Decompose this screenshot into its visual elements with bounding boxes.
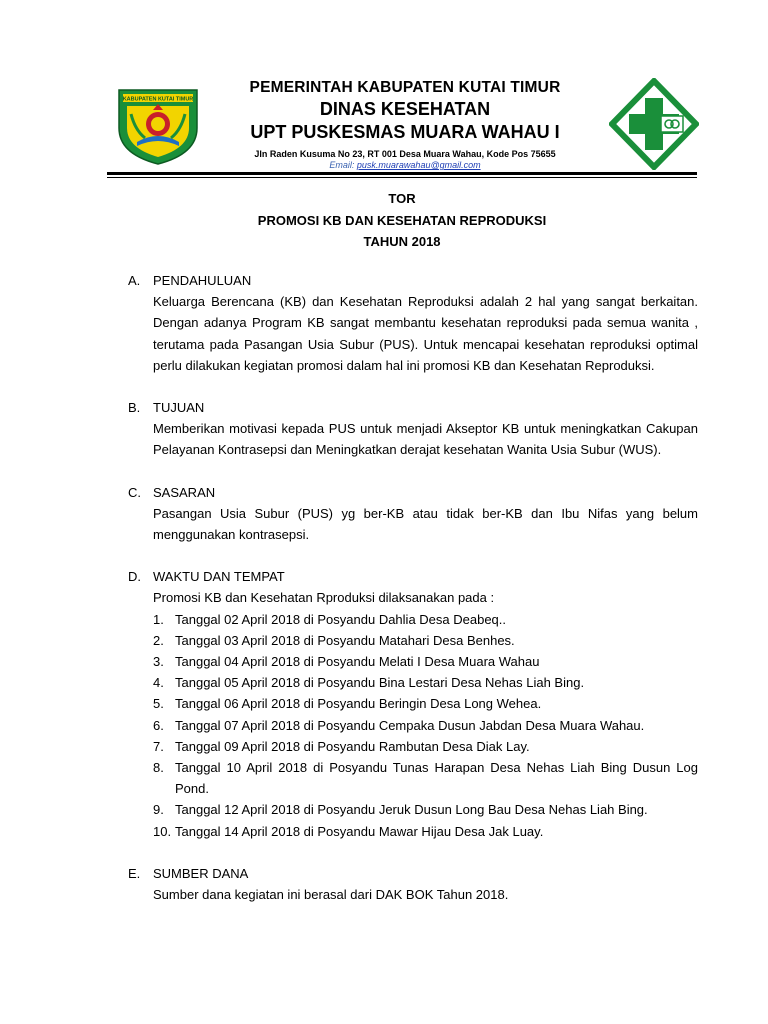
section-heading: [128, 863, 698, 884]
list-item: [153, 609, 698, 630]
section-heading: [128, 482, 698, 503]
email-label: Email:: [329, 160, 355, 170]
list-item: [153, 821, 698, 842]
list-item: [153, 757, 698, 799]
section-text: Sumber dana kegiatan ini berasal dari DAK BOK Tahun 2018.: [153, 887, 509, 903]
title-tor: TOR: [388, 191, 416, 206]
document-body: [128, 270, 698, 926]
list-item: [153, 736, 698, 757]
list-number: 8.: [153, 760, 164, 776]
title-subject: PROMOSI KB DAN KESEHATAN REPRODUKSI: [257, 212, 547, 228]
list-number: 7.: [153, 738, 164, 754]
list-item: [153, 799, 698, 820]
list-number: 1.: [153, 611, 164, 627]
section-heading: [128, 566, 698, 587]
section-letter: D.: [128, 569, 141, 585]
list-item: [153, 630, 698, 651]
list-item: [153, 651, 698, 672]
section-text: Pasangan Usia Subur (PUS) yg ber-KB atau tidak ber-KB dan Ibu Nifas yang belum menggunakan kontrasepsi.: [153, 505, 698, 543]
section-title: SUMBER DANA: [153, 865, 249, 881]
list-number: 3.: [153, 654, 164, 670]
list-text: Tanggal 12 April 2018 di Posyandu Jeruk Dusun Long Bau Desa Nehas Liah Bing.: [175, 802, 648, 818]
list-text: Tanggal 14 April 2018 di Posyandu Mawar Hijau Desa Jak Luay.: [175, 823, 544, 839]
list-text: Tanggal 02 April 2018 di Posyandu Dahlia Desa Deabeq..: [175, 611, 507, 627]
section-letter: B.: [128, 400, 141, 416]
government-name: PEMERINTAH KABUPATEN KUTAI TIMUR: [249, 79, 561, 96]
list-text: Tanggal 06 April 2018 di Posyandu Beringin Desa Long Wehea.: [175, 696, 542, 712]
section-tujuan: [128, 397, 698, 461]
list-text: Tanggal 05 April 2018 di Posyandu Bina Lestari Desa Nehas Liah Bing.: [175, 675, 585, 691]
section-content: [153, 587, 698, 841]
address: Jln Raden Kusuma No 23, RT 001 Desa Muara Wahau, Kode Pos 75655: [254, 149, 556, 159]
section-title: PENDAHULUAN: [153, 273, 252, 288]
section-letter: A.: [128, 273, 141, 288]
email-link[interactable]: pusk.muarawahau@gmail.com: [356, 160, 481, 170]
list-number: 9.: [153, 802, 164, 818]
section-pendahuluan: [128, 270, 698, 376]
section-heading: [128, 397, 698, 418]
list-number: 6.: [153, 717, 164, 733]
list-item: [153, 715, 698, 736]
kutai-timur-emblem-icon: [115, 84, 201, 166]
list-text: Tanggal 03 April 2018 di Posyandu Matahari Desa Benhes.: [175, 632, 515, 648]
department-name: DINAS KESEHATAN: [319, 99, 491, 119]
section-heading: [128, 270, 698, 291]
section-title: WAKTU DAN TEMPAT: [153, 569, 285, 585]
section-sasaran: [128, 482, 698, 546]
section-intro: Promosi KB dan Kesehatan Rproduksi dilaksanakan pada :: [153, 590, 495, 606]
section-title: TUJUAN: [153, 400, 205, 416]
section-text: Keluarga Berencana (KB) dan Kesehatan Reproduksi adalah 2 hal yang sangat berkaitan. Dengan adanya Program KB sangat membantu kesehatan reproduksi pada semua wanita , terutama pada Pasangan Usia Subur (PUS). Untuk mencapai kesehatan reproduksi optimal perlu dilakukan kegiatan promosi dalam hal ini promosi KB dan Kesehatan Reproduksi.: [153, 294, 698, 373]
emblem-banner-text: KABUPATEN KUTAI TIMUR: [122, 96, 194, 103]
email-line: [218, 160, 592, 171]
list-text: Tanggal 07 April 2018 di Posyandu Cempaka Dusun Jabdan Desa Muara Wahau.: [175, 717, 645, 733]
section-waktu-tempat: [128, 566, 698, 842]
header-divider-thick: [107, 172, 697, 175]
schedule-list: [153, 609, 698, 842]
list-item: [153, 693, 698, 714]
header-divider-thin: [107, 177, 697, 178]
section-letter: C.: [128, 484, 141, 500]
section-text: Memberikan motivasi kepada PUS untuk menjadi Akseptor KB untuk meningkatkan Cakupan Pelayanan Kontrasepsi dan Meningkatkan derajat kesehatan Wanita Usia Subur (WUS).: [153, 421, 698, 458]
list-number: 2.: [153, 632, 164, 648]
section-sumber-dana: [128, 863, 698, 905]
list-text: Tanggal 10 April 2018 di Posyandu Tunas Harapan Desa Nehas Liah Bing Dusun Log Pond.: [175, 760, 698, 797]
list-number: 4.: [153, 675, 164, 691]
puskesmas-name: UPT PUSKESMAS MUARA WAHAU I: [250, 122, 560, 142]
document-title: [107, 188, 697, 253]
list-text: Tanggal 04 April 2018 di Posyandu Melati I Desa Muara Wahau: [175, 654, 540, 670]
section-title: SASARAN: [153, 484, 216, 500]
list-number: 5.: [153, 696, 164, 712]
list-item: [153, 672, 698, 693]
list-text: Tanggal 09 April 2018 di Posyandu Rambutan Desa Diak Lay.: [175, 738, 530, 754]
puskesmas-logo-icon: [609, 78, 699, 170]
list-number: 10.: [153, 823, 172, 839]
title-year: TAHUN 2018: [363, 234, 441, 249]
section-letter: E.: [128, 865, 141, 881]
letterhead: [218, 78, 592, 171]
